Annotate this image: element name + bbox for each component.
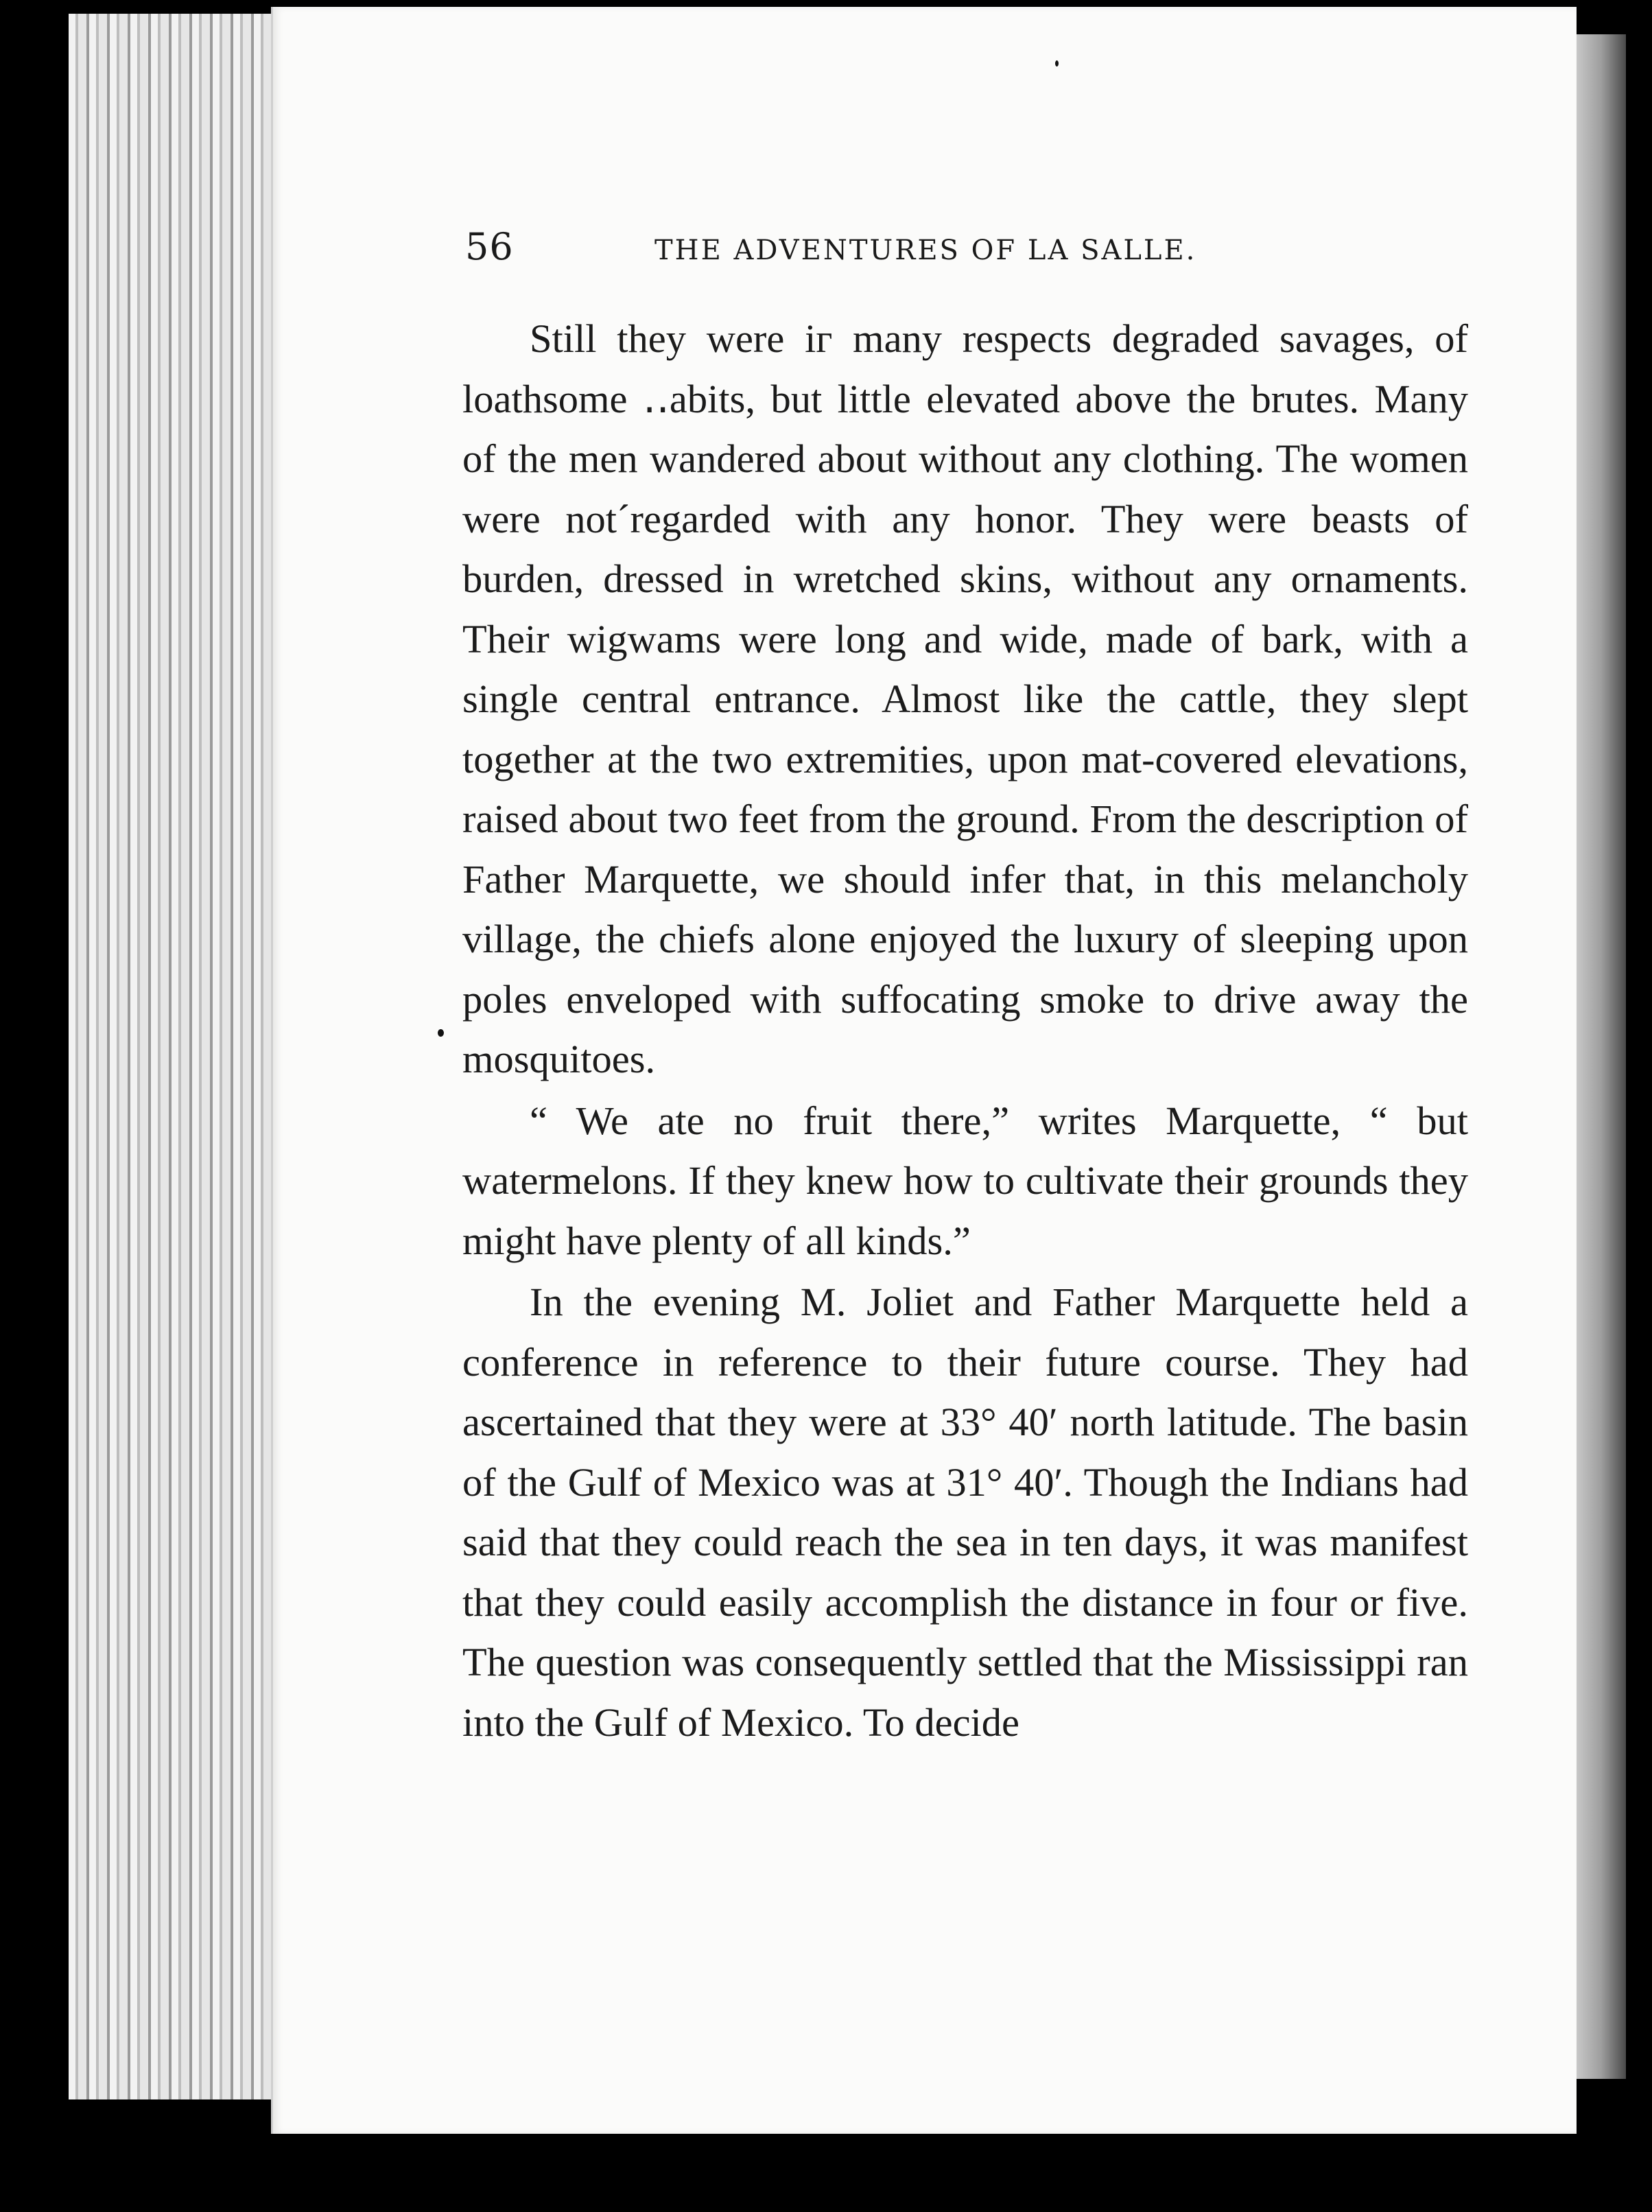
page-number: 56 bbox=[465, 225, 514, 268]
running-head: THE ADVENTURES OF LA SALLE. bbox=[654, 235, 1197, 266]
book-page bbox=[271, 7, 1577, 2134]
ink-speck bbox=[1055, 60, 1059, 67]
paragraph: “ We ate no fruit there,” writes Marquette, “ but watermelons. If they knew how to cultivate their grounds they might have plenty of all kinds.” bbox=[462, 1098, 1468, 1263]
page-header bbox=[465, 225, 1577, 280]
page-edges bbox=[69, 14, 288, 2099]
ink-speck bbox=[438, 1029, 444, 1037]
paragraph: Still they were iг many respects degraded savages, of loathsomе ‥abits, but little elevated above the brutes. Many of the men wandered about without any clothing. The women were not´regarded with any honor. They were beasts of burden, dressed in wretched skins, without any ornaments. Their wigwams were long and wide, made of bark, with a single central entrance. Almost like the cattle, they slept together at the two extremities, upon mat-covered elevations, raised about two feet from the ground. From the description of Father Marquette, we should infer that, in this melancholy village, the chiefs alone enjoyed the luxury of sleeping upon poles enveloped with suffocating smoke to drive away the mosquitoes. bbox=[462, 316, 1468, 1081]
body-text bbox=[462, 309, 1468, 1752]
paragraph: In the evening M. Joliet and Father Marquette held a conference in reference to their future course. They had ascertained that they were at 33° 40′ north latitude. The basin of the Gulf of Mexico was at 31° 40′. Though the Indians had said that they could reach the sea in ten days, it was manifest that they could easily accomplish the distance in four or five. The question was consequently settled that the Mississippi ran into the Gulf of Mexico. To decide bbox=[462, 1280, 1468, 1745]
